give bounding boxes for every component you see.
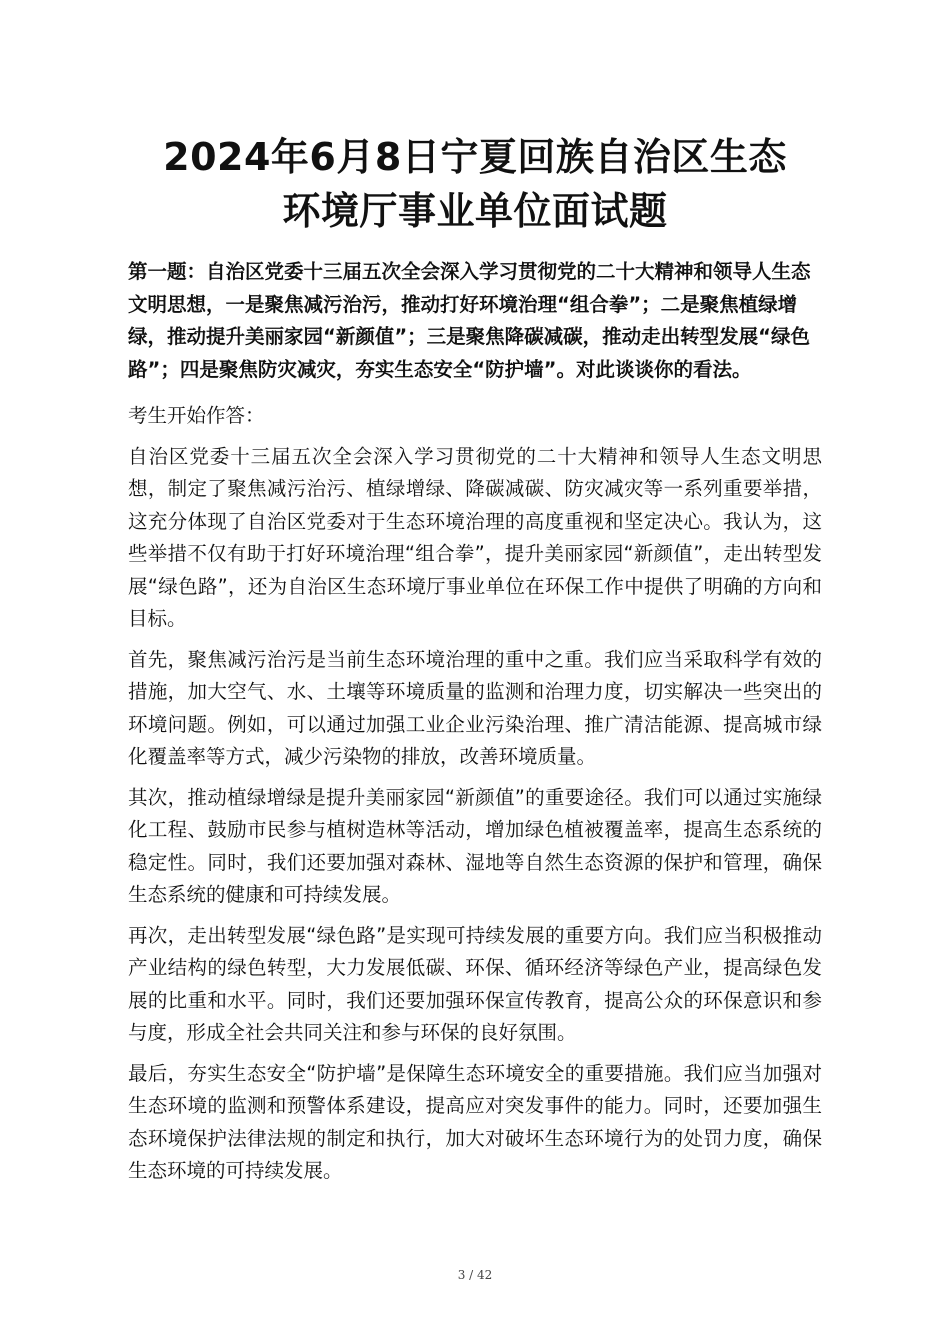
question-text: 第一题：自治区党委十三届五次全会深入学习贯彻党的二十大精神和领导人生态文明思想，一是聚焦减污治污，推动打好环境治理“组合拳”；二是聚焦植绿增绿，推动提升美丽家园“新颜值”；三是聚焦降碳减碳，推动走出转型发展“绿色路”；四是聚焦防灾减灾，夯实生态安全“防护墙”。对此谈谈你的看法。 <box>128 260 811 381</box>
answer-paragraph-3: 其次，推动植绿增绿是提升美丽家园“新颜值”的重要途径。我们可以通过实施绿化工程、鼓励市民参与植树造林等活动，增加绿色植被覆盖率，提高生态系统的稳定性。同时，我们还要加强对森林、湿地等自然生态资源的保护和管理，确保生态系统的健康和可持续发展。 <box>128 785 822 906</box>
document-title <box>128 130 822 238</box>
answer-paragraph-5: 最后，夯实生态安全“防护墙”是保障生态环境安全的重要措施。我们应当加强对生态环境的监测和预警体系建设，提高应对突发事件的能力。同时，还要加强生态环境保护法律法规的制定和执行，加大对破坏生态环境行为的处罚力度，确保生态环境的可持续发展。 <box>128 1061 822 1182</box>
title-line-2: 环境厅事业单位面试题 <box>282 189 668 233</box>
answer-paragraph-2: 首先，聚焦减污治污是当前生态环境治理的重中之重。我们应当采取科学有效的措施，加大空气、水、土壤等环境质量的监测和治理力度，切实解决一些突出的环境问题。例如，可以通过加强工业企业污染治理、推广清洁能源、提高城市绿化覆盖率等方式，减少污染物的排放，改善环境质量。 <box>128 647 822 768</box>
document-page <box>128 130 822 1188</box>
title-line-1: 2024年6月8日宁夏回族自治区生态 <box>163 135 787 179</box>
answer-paragraph-4: 再次，走出转型发展“绿色路”是实现可持续发展的重要方向。我们应当积极推动产业结构的绿色转型，大力发展低碳、环保、循环经济等绿色产业，提高绿色发展的比重和水平。同时，我们还要加强环保宣传教育，提高公众的环保意识和参与度，形成全社会共同关注和参与环保的良好氛围。 <box>128 923 822 1044</box>
answer-paragraph-1: 自治区党委十三届五次全会深入学习贯彻党的二十大精神和领导人生态文明思想，制定了聚焦减污治污、植绿增绿、降碳减碳、防灾减灾等一系列重要举措，这充分体现了自治区党委对于生态环境治理的高度重视和坚定决心。我认为，这些举措不仅有助于打好环境治理“组合拳”，提升美丽家园“新颜值”，走出转型发展“绿色路”，还为自治区生态环境厅事业单位在环保工作中提供了明确的方向和目标。 <box>128 444 822 630</box>
page-number: 3 / 42 <box>457 1268 493 1282</box>
answer-label: 考生开始作答： <box>128 404 265 427</box>
